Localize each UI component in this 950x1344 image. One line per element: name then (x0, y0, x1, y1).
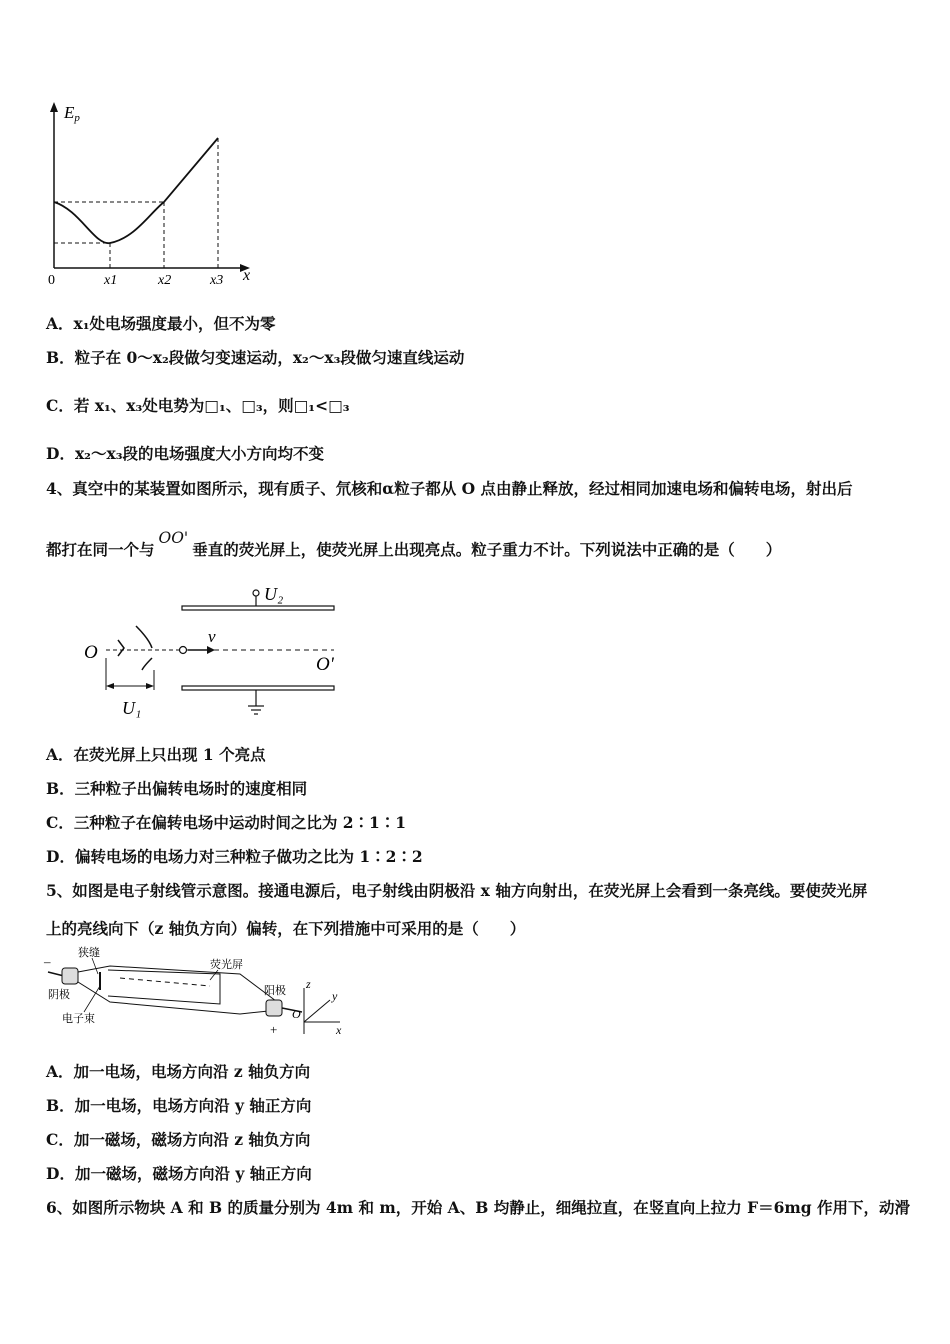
q4-option-d: D．偏转电场的电场力对三种粒子做功之比为 1∶2∶2 (46, 847, 423, 866)
q5-option-a: A．加一电场，电场方向沿 z 轴负方向 (46, 1062, 311, 1081)
axis-y-label: y (332, 989, 338, 1003)
cathode-ray-tube-figure (40, 944, 350, 1040)
v-label: v (208, 627, 216, 646)
q4-stem-post: 垂直的荧光屏上，使荧光屏上出现亮点。粒子重力不计。下列说法中正确的是（ ） (192, 540, 782, 559)
q5-stem-line1: 5、如图是电子射线管示意图。接通电源后，电子射线由阴极沿 x 轴方向射出，在荧光屏上会看到一条亮线。要使荧光屏 (46, 881, 868, 900)
q5-option-d: D．加一磁场，磁场方向沿 y 轴正方向 (46, 1164, 312, 1183)
tick-x2: x2 (158, 273, 172, 288)
axis-o-label: O (292, 1007, 301, 1021)
q4-stem-pre: 都打在同一个与 (46, 540, 155, 559)
y-axis-label: Ep (64, 103, 80, 124)
u2-label: U₂ (264, 584, 284, 604)
q4-option-b: B．三种粒子出偏转电场时的速度相同 (46, 779, 308, 798)
q5-option-c: C．加一磁场，磁场方向沿 z 轴负方向 (46, 1130, 311, 1149)
q3-option-a: A．x₁处电场强度最小，但不为零 (46, 314, 276, 333)
x-axis-label: x (243, 267, 251, 284)
o-label: O (84, 642, 98, 663)
axis-z-label: z (306, 977, 311, 991)
minus-sign: – (44, 954, 51, 969)
tick-x1: x1 (104, 273, 118, 288)
o-prime-label: O' (316, 654, 334, 675)
q3-option-b: B．粒子在 0～x₂段做匀变速运动，x₂～x₃段做匀速直线运动 (46, 348, 465, 367)
anode-label: 阳极 (264, 985, 286, 997)
cathode-label: 阴极 (48, 989, 70, 1001)
q4-option-a: A．在荧光屏上只出现 1 个亮点 (46, 745, 266, 764)
beam-label: 电子束 (62, 1013, 95, 1025)
tick-x3: x3 (210, 273, 224, 288)
q4-stem-line1: 4、真空中的某装置如图所示，现有质子、氘核和α粒子都从 O 点由静止释放，经过相同加速电场和偏转电场，射出后 (46, 479, 853, 498)
origin-label: 0 (48, 273, 55, 288)
axis-x-label: x (336, 1023, 342, 1037)
q6-stem-line1: 6、如图所示物块 A 和 B 的质量分别为 4m 和 m，开始 A、B 均静止，细绳拉直，在竖直向上拉力 F＝6mg 作用下，动滑 (46, 1198, 911, 1217)
deflection-apparatus-figure (78, 578, 348, 723)
plus-sign: + (270, 1022, 278, 1037)
q5-option-b: B．加一电场，电场方向沿 y 轴正方向 (46, 1096, 312, 1115)
q4-stem-line2 (46, 529, 782, 560)
q4-option-c: C．三种粒子在偏转电场中运动时间之比为 2∶1∶1 (46, 813, 407, 832)
u1-label: U₁ (122, 698, 142, 718)
ep-x-graph (40, 98, 260, 288)
screen-label: 荧光屏 (210, 959, 243, 971)
q3-option-d: D．x₂～x₃段的电场强度大小方向均不变 (46, 444, 325, 463)
oo-symbol: OO' (158, 529, 189, 547)
q5-stem-line2: 上的亮线向下（z 轴负方向）偏转，在下列措施中可采用的是（ ） (46, 919, 526, 938)
q3-option-c: C．若 x₁、x₃处电势为□₁、□₃，则□₁<□₃ (46, 396, 350, 415)
slit-label: 狭缝 (78, 947, 100, 959)
